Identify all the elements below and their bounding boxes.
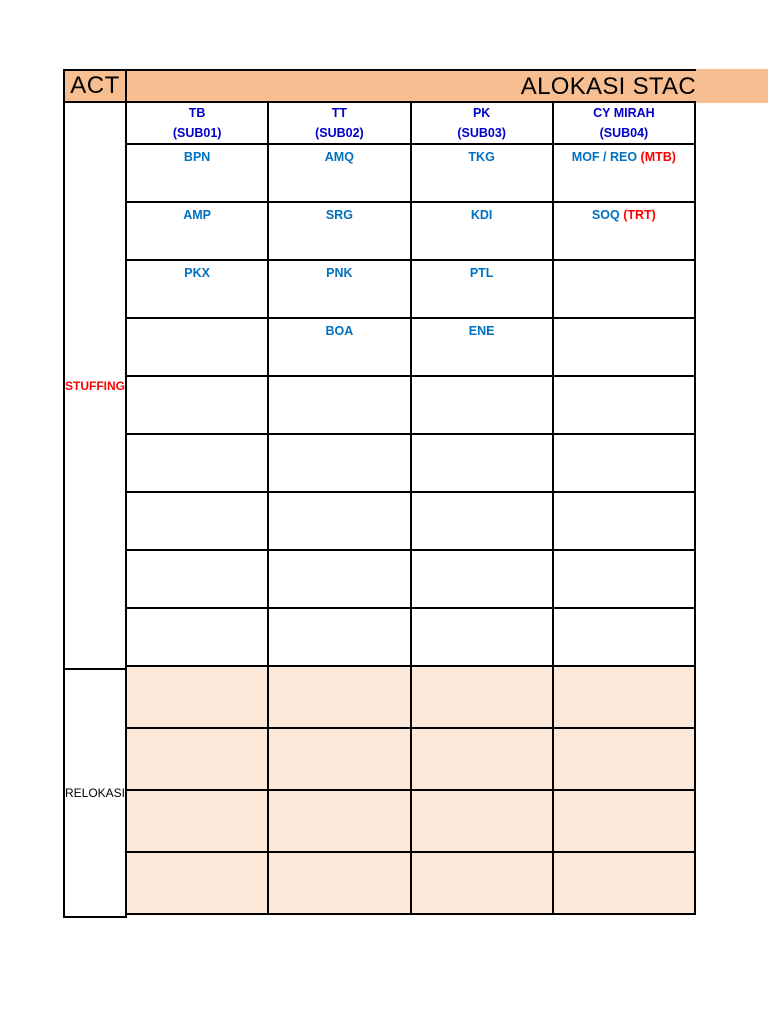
column-header-tb[interactable] xyxy=(127,103,269,145)
grid-cell[interactable] xyxy=(554,493,696,551)
grid-cell[interactable]: SRG xyxy=(269,203,411,261)
relokasi-cell[interactable] xyxy=(554,791,696,853)
grid-cell[interactable] xyxy=(127,493,269,551)
grid-cell[interactable] xyxy=(127,377,269,435)
relokasi-row xyxy=(127,729,696,791)
stuffing-row xyxy=(127,435,696,493)
grid-cell[interactable]: KDI xyxy=(412,203,554,261)
act-header-cell[interactable] xyxy=(63,69,127,103)
relokasi-label: RELOKASI xyxy=(64,786,126,800)
allocation-grid xyxy=(127,103,696,915)
title-top-border xyxy=(127,69,696,71)
column-header-cy-mirah[interactable] xyxy=(554,103,696,145)
grid-cell[interactable] xyxy=(554,377,696,435)
column-header-pk[interactable] xyxy=(412,103,554,145)
grid-cell[interactable] xyxy=(127,609,269,667)
grid-cell[interactable]: AMQ xyxy=(269,145,411,203)
grid-cell[interactable]: TKG xyxy=(412,145,554,203)
grid-cell[interactable] xyxy=(412,377,554,435)
stuffing-row xyxy=(127,609,696,667)
relokasi-cell[interactable] xyxy=(127,729,269,791)
column-code: (SUB02) xyxy=(315,126,364,140)
act-cell-stuffing[interactable] xyxy=(63,103,127,670)
cell-text: MOF / REO xyxy=(571,150,638,164)
stuffing-row xyxy=(127,319,696,377)
relokasi-cell[interactable] xyxy=(269,667,411,729)
grid-cell[interactable] xyxy=(127,319,269,377)
cell-highlight: (MTB) xyxy=(640,150,676,164)
relokasi-row xyxy=(127,667,696,729)
relokasi-cell[interactable] xyxy=(554,853,696,915)
relokasi-cell[interactable] xyxy=(127,853,269,915)
relokasi-cell[interactable] xyxy=(127,667,269,729)
column-name: TB xyxy=(188,106,206,120)
grid-cell[interactable]: PTL xyxy=(412,261,554,319)
cell-text: SOQ xyxy=(591,208,620,222)
grid-cell[interactable]: BPN xyxy=(127,145,269,203)
stuffing-row xyxy=(127,203,696,261)
grid-cell[interactable] xyxy=(127,435,269,493)
relokasi-cell[interactable] xyxy=(554,667,696,729)
grid-cell[interactable] xyxy=(554,609,696,667)
stuffing-row xyxy=(127,377,696,435)
relokasi-row xyxy=(127,791,696,853)
grid-cell[interactable] xyxy=(269,551,411,609)
grid-cell[interactable] xyxy=(554,319,696,377)
grid-cell[interactable] xyxy=(554,145,696,203)
grid-cell[interactable] xyxy=(412,551,554,609)
grid-cell[interactable] xyxy=(554,261,696,319)
column-header-row xyxy=(127,103,696,145)
stuffing-row xyxy=(127,551,696,609)
relokasi-cell[interactable] xyxy=(412,667,554,729)
relokasi-cell[interactable] xyxy=(269,729,411,791)
grid-cell[interactable] xyxy=(269,609,411,667)
column-code: (SUB03) xyxy=(457,126,506,140)
grid-cell[interactable] xyxy=(554,551,696,609)
grid-cell[interactable] xyxy=(554,203,696,261)
grid-cell[interactable]: PKX xyxy=(127,261,269,319)
column-name: CY MIRAH xyxy=(593,106,655,120)
grid-cell[interactable] xyxy=(412,493,554,551)
grid-cell[interactable]: BOA xyxy=(269,319,411,377)
column-code: (SUB04) xyxy=(599,126,649,140)
sheet-title: ALOKASI STAC xyxy=(520,73,696,100)
relokasi-cell[interactable] xyxy=(269,853,411,915)
stuffing-row xyxy=(127,493,696,551)
act-header-label: ACT xyxy=(70,72,120,99)
column-code: (SUB01) xyxy=(172,126,222,140)
relokasi-cell[interactable] xyxy=(554,729,696,791)
cell-highlight: (TRT) xyxy=(623,208,656,222)
grid-cell[interactable]: AMP xyxy=(127,203,269,261)
stuffing-label: STUFFING xyxy=(65,378,125,393)
relokasi-cell[interactable] xyxy=(412,791,554,853)
grid-cell[interactable] xyxy=(127,551,269,609)
act-cell-relokasi[interactable] xyxy=(63,670,127,918)
grid-cell[interactable] xyxy=(269,493,411,551)
stuffing-row xyxy=(127,145,696,203)
grid-cell[interactable] xyxy=(412,435,554,493)
column-name: TT xyxy=(331,106,348,120)
relokasi-cell[interactable] xyxy=(269,791,411,853)
grid-cell[interactable] xyxy=(554,435,696,493)
column-header-tt[interactable] xyxy=(269,103,411,145)
relokasi-row xyxy=(127,853,696,915)
grid-cell[interactable] xyxy=(412,609,554,667)
grid-cell[interactable]: ENE xyxy=(412,319,554,377)
grid-cell[interactable] xyxy=(269,435,411,493)
stuffing-row xyxy=(127,261,696,319)
relokasi-cell[interactable] xyxy=(127,791,269,853)
relokasi-cell[interactable] xyxy=(412,853,554,915)
title-band[interactable] xyxy=(127,69,768,103)
column-name: PK xyxy=(472,106,491,120)
relokasi-cell[interactable] xyxy=(412,729,554,791)
grid-cell[interactable] xyxy=(269,377,411,435)
grid-cell[interactable]: PNK xyxy=(269,261,411,319)
